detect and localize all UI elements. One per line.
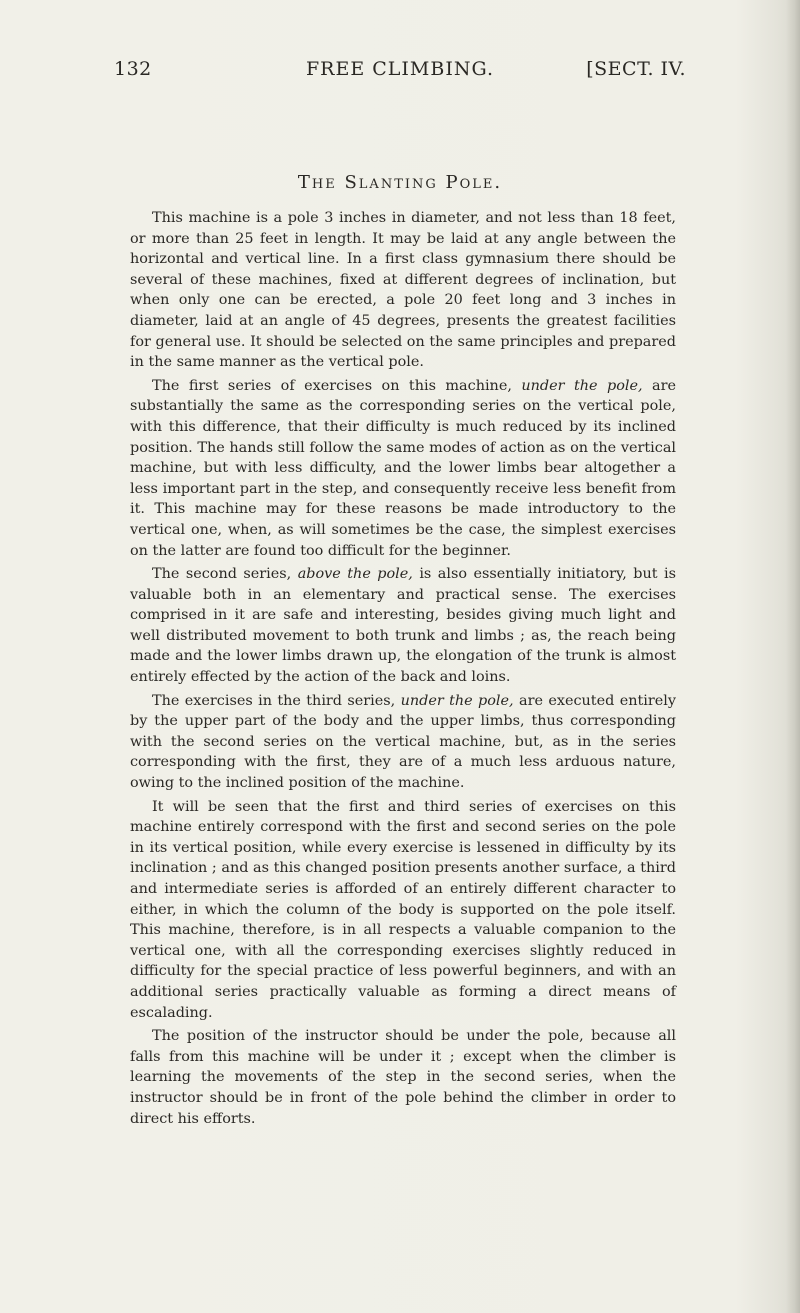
paragraph-text: is also essentially initiatory, but is valuable both in an elementary and practical sense. The exercises comprised in it are safe and interesting, besides giving much light and well distributed movement to both trunk and limbs ; as, the reach being made and the lower limbs drawn up, the elongation of the trunk is almost entirely effected by the action of the back and loins. (130, 566, 677, 686)
section-marker: [SECT. IV. (586, 58, 686, 80)
page-number: 132 (114, 58, 152, 80)
running-header (114, 58, 686, 82)
paragraph-1 (130, 208, 676, 373)
paragraph-text: are executed entirely by the upper part of the body and the upper limbs, thus corresponding with the second series on the vertical machine, but, as in the series corresponding with the first, they are of a much less arduous nature, owing to the inclined position of the machine. (130, 692, 676, 792)
paragraph-text: The position of the instructor should be under the pole, because all falls from this machine will be under it ; except when the climber is learning the movements of the step in the second series, when the instructor should be in front of the pole behind the climber in order to direct his efforts. (130, 1028, 676, 1127)
section-title: The Slanting Pole. (297, 172, 503, 193)
page-edge-shadow (786, 0, 800, 1313)
paragraph-text: are substantially the same as the corresponding series on the vertical pole, with this difference, that their difficulty is much reduced by its inclined position. The hands still follow the same modes of action as on the vertical machine, but with less difficulty, and the lower limbs bear altogether a less important part in the step, and consequently receive less benefit from it. This machine may for these reasons be made introductory to the vertical one, when, as will sometimes be the case, the simplest exercises on the latter are found too difficult for the beginner. (130, 377, 676, 559)
paragraph-text: The exercises in the third series, (152, 692, 401, 709)
italic-phrase: under the pole, (400, 692, 514, 709)
paragraph-5 (130, 797, 676, 1024)
paragraph-3 (130, 564, 676, 688)
paragraph-text: The first series of exercises on this machine, (152, 377, 522, 394)
paragraph-text: This machine is a pole 3 inches in diameter, and not less than 18 feet, or more than 25 feet in length. It may be laid at any angle between the horizontal and vertical line. In a first class gymnasium there should be several of these machines, fixed at different degrees of inclination, but when only one can be erected, a pole 20 feet long and 3 inches in diameter, laid at an angle of 45 degrees, presents the greatest facilities for general use. It should be selected on the same principles and prepared in the same manner as the vertical pole. (130, 210, 676, 371)
paragraph-4 (130, 691, 676, 794)
paragraph-text: The second series, (152, 566, 298, 583)
running-title: FREE CLIMBING. (305, 58, 495, 80)
italic-phrase: under the pole, (521, 377, 643, 394)
paragraph-2 (130, 376, 676, 561)
body-text (130, 208, 676, 1132)
paragraph-6 (130, 1026, 676, 1129)
italic-phrase: above the pole, (297, 566, 413, 583)
paragraph-text: It will be seen that the first and third series of exercises on this machine entirely correspond with the first and second series on the pole in its vertical position, while every exercise is lessened in difficulty by its inclination ; and as this changed position presents another surface, a third and intermediate series is afforded of an entirely different character to either, in which the column of the body is supported on the pole itself. This machine, therefore, is in all respects a valuable companion to the vertical one, with all the corresponding exercises slightly reduced in difficulty for the special practice of less powerful beginners, and with an additional series practically valuable as forming a direct means of escalading. (130, 798, 676, 1021)
